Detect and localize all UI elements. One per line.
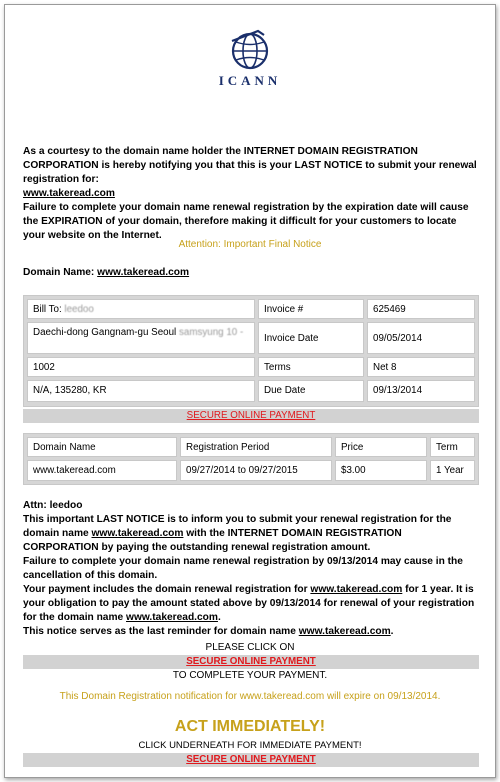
secure-payment-link-1[interactable]: SECURE ONLINE PAYMENT — [186, 410, 316, 421]
body-domain-link-2[interactable]: www.takeread.com — [310, 584, 403, 595]
payment-bar-1 — [23, 409, 479, 423]
please-click-text: PLEASE CLICK ON — [205, 642, 295, 653]
address-line-1: Daechi-dong Gangnam-gu Seoul — [33, 327, 177, 338]
body-text-4b: . — [390, 626, 394, 637]
body-text-2: Failure to complete your domain name renewal registration by 09/13/2014 may cause in the cancellation of this domain. — [23, 556, 463, 581]
table-header-domain: Domain Name — [27, 437, 177, 457]
intro-text-1: As a courtesy to the domain name holder the INTERNET DOMAIN REGISTRATION CORPORATION is hereby notifying you that this is your LAST NOTICE to submit your renewal registration for: — [23, 146, 477, 185]
icann-logo — [5, 29, 495, 89]
logo-text: ICANN — [218, 73, 282, 88]
email-notice — [4, 4, 496, 778]
address-cell — [27, 322, 255, 354]
table-header-price: Price — [335, 437, 427, 457]
domain-name-link[interactable]: www.takeread.com — [97, 267, 190, 278]
body-domain-link-1[interactable]: www.takeread.com — [91, 528, 184, 539]
address-line-3-cell: N/A, 135280, KR — [27, 380, 255, 402]
terms-label: Terms — [258, 357, 364, 377]
payment-bar-2 — [23, 655, 479, 669]
terms-value: Net 8 — [367, 357, 475, 377]
table-cell-domain: www.takeread.com — [27, 460, 177, 481]
body-text-4a: This notice serves as the last reminder for domain name — [23, 626, 299, 637]
due-date-label: Due Date — [258, 380, 364, 402]
body-domain-link-4[interactable]: www.takeread.com — [298, 626, 391, 637]
due-date-value: 09/13/2014 — [367, 380, 475, 402]
body-text-1b: with the INTERNET DOMAIN REGISTRATION CORPORATION by paying the outstanding renewal registration amount. — [23, 528, 402, 553]
secure-payment-link-2[interactable]: SECURE ONLINE PAYMENT — [186, 656, 316, 667]
intro-domain-link[interactable]: www.takeread.com — [23, 188, 115, 199]
intro-text-2: Failure to complete your domain name renewal registration by the expiration date will cause the EXPIRATION of your domain, therefore making it difficult for your customers to locate your website on the Internet. — [23, 202, 469, 241]
body-text-3c: . — [217, 612, 221, 623]
body-text-1a: This important LAST NOTICE is to inform you to submit your renewal registration for the domain name — [23, 514, 452, 539]
to-complete-text: TO COMPLETE YOUR PAYMENT. — [172, 670, 328, 681]
table-header-period: Registration Period — [180, 437, 332, 457]
body-domain-link-3[interactable]: www.takeread.com — [126, 612, 218, 623]
table-cell-period: 09/27/2014 to 09/27/2015 — [180, 460, 332, 481]
notice-body — [23, 499, 479, 639]
invoice-date-label: Invoice Date — [258, 322, 364, 354]
table-header-term: Term — [430, 437, 475, 457]
bill-to-label: Bill To: — [33, 304, 65, 315]
address-line-2-cell: 1002 — [27, 357, 255, 377]
invoice-number-value: 625469 — [367, 299, 475, 319]
attention-notice: Attention: Important Final Notice — [178, 239, 322, 250]
intro-paragraph — [23, 145, 479, 243]
table-cell-term: 1 Year — [430, 460, 475, 481]
invoice-panel — [23, 295, 479, 407]
globe-icon — [228, 29, 272, 71]
domain-name-label: Domain Name: — [23, 267, 98, 278]
secure-payment-link-3[interactable]: SECURE ONLINE PAYMENT — [186, 754, 316, 765]
click-underneath-text: CLICK UNDERNEATH FOR IMMEDIATE PAYMENT! — [138, 740, 362, 751]
body-text-3a: Your payment includes the domain renewal registration for — [23, 584, 311, 595]
registration-table — [23, 433, 479, 485]
domain-name-line — [23, 266, 479, 280]
expiration-note: This Domain Registration notification for www.takeread.com will expire on 09/13/2014. — [59, 691, 441, 702]
bill-to-name: leedoo — [64, 304, 94, 315]
body-text-3b: for 1 year. It is your obligation to pay the amount stated above by 09/13/2014 for renewal of your registration for the domain name — [23, 584, 475, 623]
payment-bar-3 — [23, 753, 479, 767]
invoice-number-label: Invoice # — [258, 299, 364, 319]
invoice-date-value: 09/05/2014 — [367, 322, 475, 354]
table-cell-price: $3.00 — [335, 460, 427, 481]
bill-to-cell — [27, 299, 255, 319]
attn-line: Attn: leedoo — [23, 500, 83, 511]
act-immediately-heading: ACT IMMEDIATELY! — [174, 718, 326, 735]
address-line-1-extra: samsyung 10 - — [178, 327, 244, 338]
